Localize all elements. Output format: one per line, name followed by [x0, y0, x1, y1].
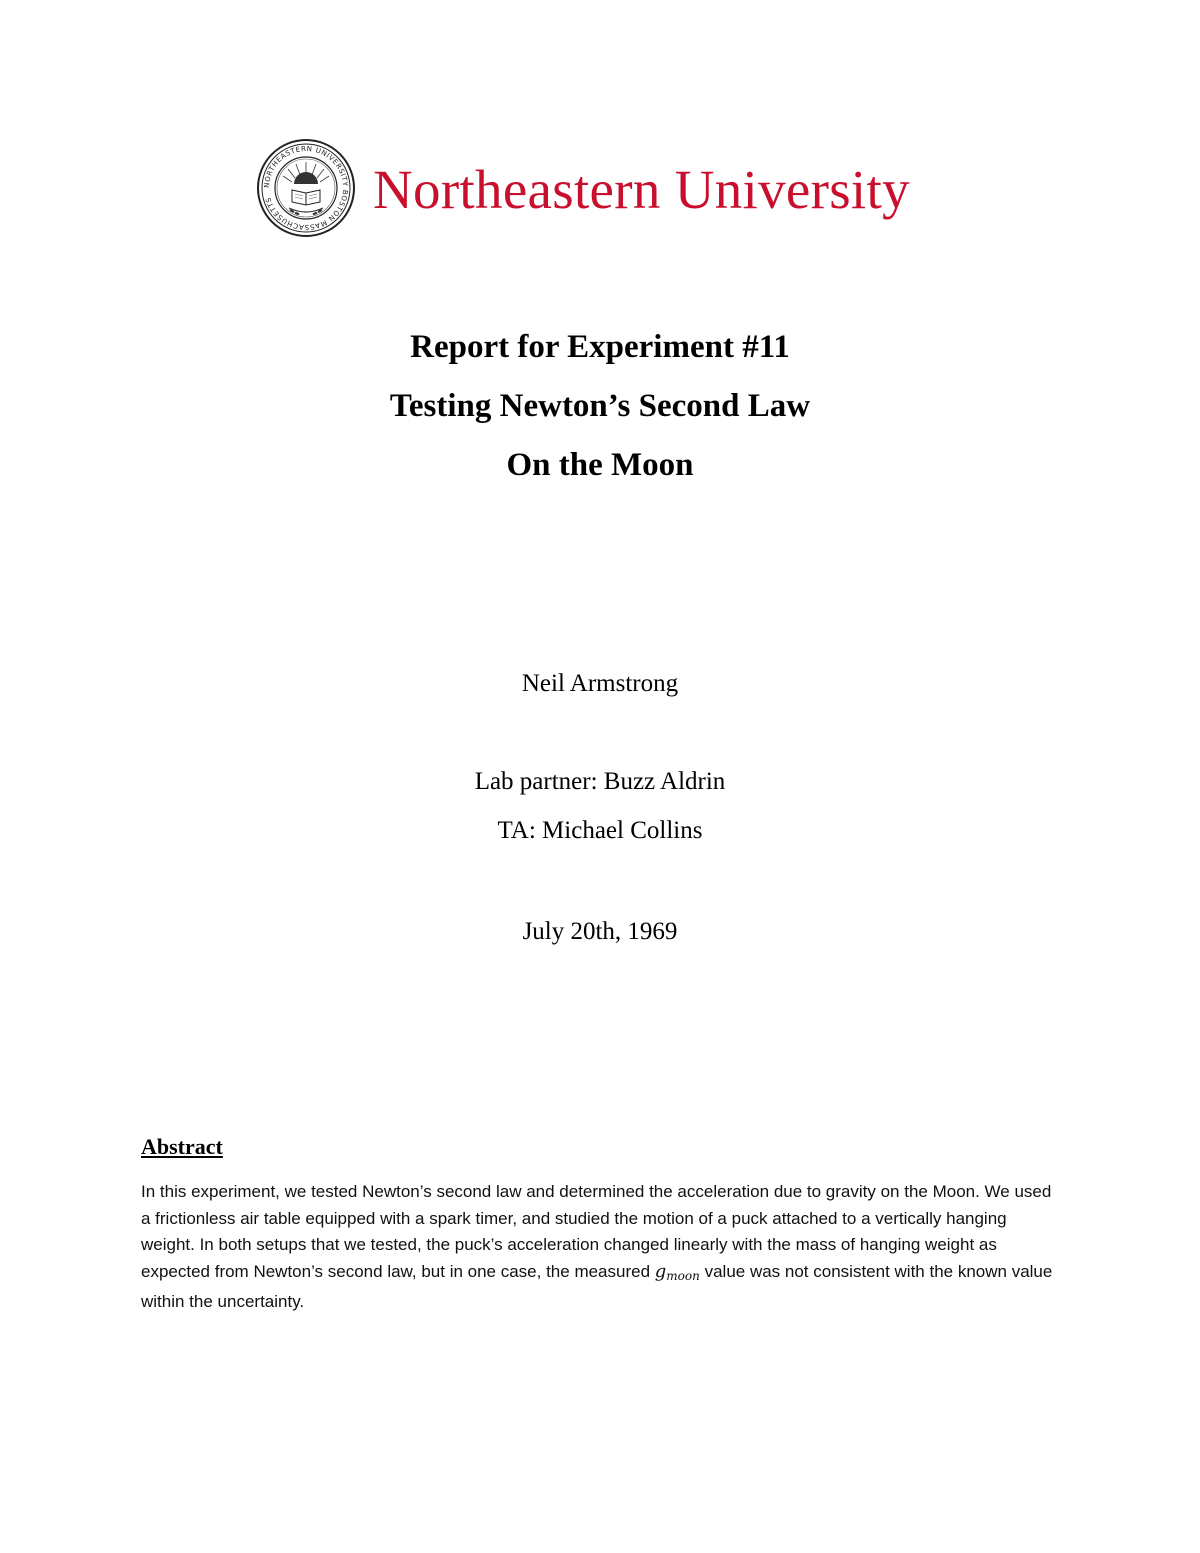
report-date: July 20th, 1969: [522, 918, 678, 945]
abstract-text-part-2: value was not consistent with the known value within the uncertainty.: [141, 1261, 1053, 1311]
title-line-2: Testing Newton’s Second Law: [389, 388, 811, 424]
lab-partner: Lab partner: Buzz Aldrin: [474, 768, 726, 795]
teaching-assistant: TA: Michael Collins: [497, 817, 703, 844]
g-moon-symbol: $g_{moon}$: [654, 1260, 700, 1283]
university-wordmark: Northeastern University: [373, 159, 910, 220]
svg-text:NORTHEASTERN UNIVERSITY BOSTON: NORTHEASTERN UNIVERSITY BOSTON MASSACHUSETTS: [262, 144, 350, 232]
author-name: Neil Armstrong: [521, 670, 679, 697]
title-line-3: On the Moon: [506, 447, 694, 483]
university-seal-icon: [256, 138, 356, 238]
abstract-heading: Abstract: [141, 1134, 223, 1159]
university-logo: [256, 138, 946, 242]
report-title: [0, 318, 1200, 495]
abstract-text-part-1: In this experiment, we tested Newton’s second law and determined the acceleration due to gravity on the Moon. We used a frictionless air table equipped with a spark timer, and studied the motion of a puck attached to a vertically hanging weight. In both setups that we tested, the puck’s acceleration changed linearly with the mass of hanging weight as expected from Newton’s second law, but in one case, the measured: [141, 1182, 1052, 1281]
title-line-1: Report for Experiment #11: [410, 329, 790, 365]
abstract-text: [141, 1179, 1061, 1316]
